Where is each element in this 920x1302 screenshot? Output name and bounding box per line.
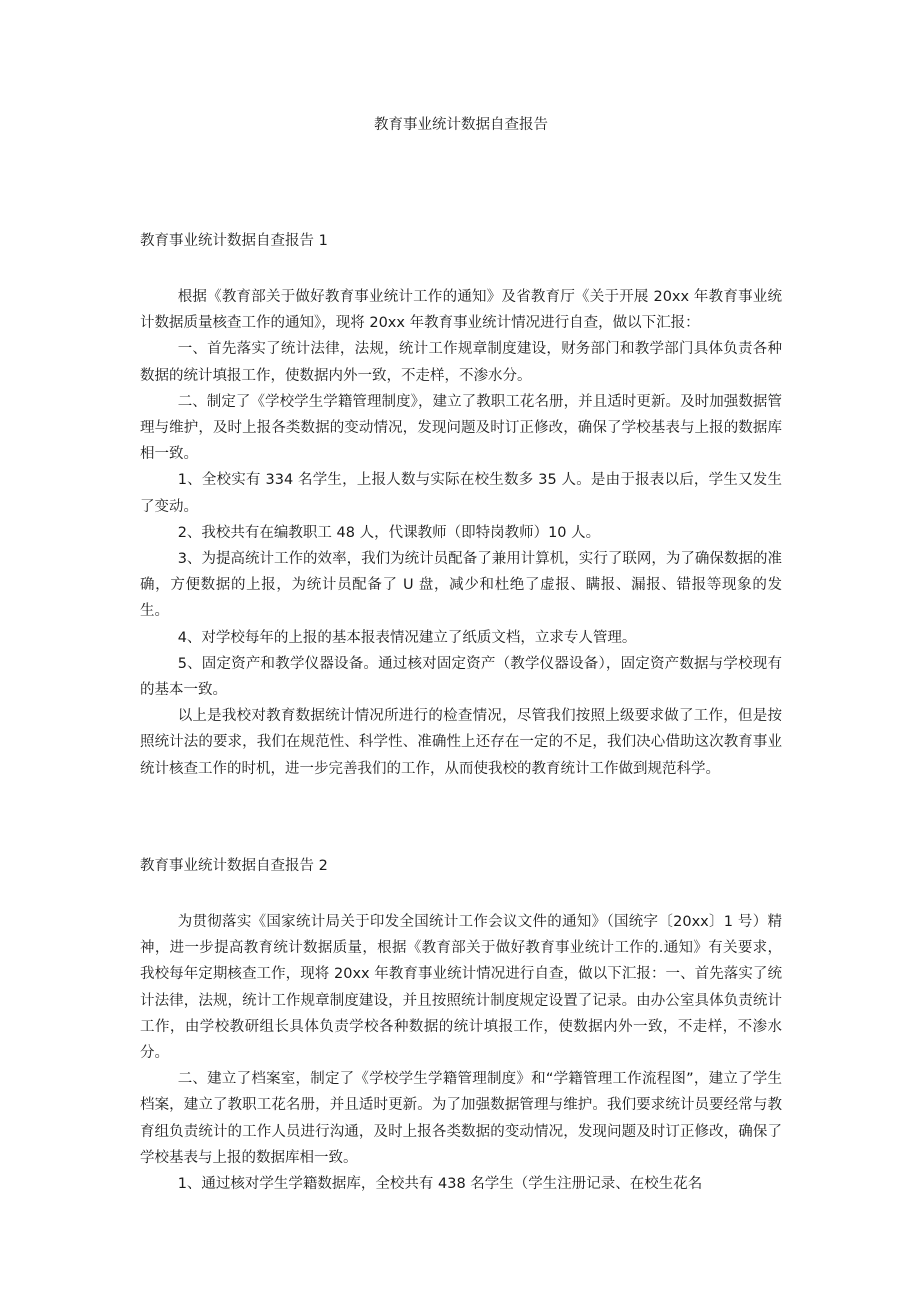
section-2-paragraph-3: 1、通过核对学生学籍数据库，全校共有 438 名学生（学生注册记录、在校生花名 [177,1176,703,1193]
section-2-paragraph-1: 为贯彻落实《国家统计局关于印发全国统计工作会议文件的通知》（国统字〔20xx〕1 号）精神，进一步提高教育统计数据质量，根据《教育部关于做好教育事业统计工作的.通知》有关要求，我校每年定期核查工作，现将 20xx 年教育事业统计情况进行自查，做以下汇报：一、首先落实了统计法律，法规，统计工作规章制度建设，并且按照统计制度规定设置了记录。由办公室具体负责统计工作，由学校教研组长具体负责学校各种数据的统计填报工作，使数据内外一致，不走样，不渗水分。 [140,914,782,1062]
section-1-paragraph-5: 2、我校共有在编教职工 48 人，代课教师（即特岗教师）10 人。 [177,524,601,541]
section-2-paragraph-2: 二、建立了档案室，制定了《学校学生学籍管理制度》和“学籍管理工作流程图”，建立了学生档案，建立了教职工花名册，并且适时更新。为了加强数据管理与维护。我们要求统计员要经常与教育组负责统计的工作人员进行沟通，及时上报各类数据的变动情况，发现问题及时订正修改，确保了学校基表与上报的数据库相一致。 [140,1071,782,1166]
section-1-paragraph-9: 以上是我校对教育数据统计情况所进行的检查情况，尽管我们按照上级要求做了工作，但是按照统计法的要求，我们在规范性、科学性、准确性上还存在一定的不足，我们决心借助这次教育事业统计核查工作的时机，进一步完善我们的工作，从而使我校的教育统计工作做到规范科学。 [140,708,782,777]
section-2-heading: 教育事业统计数据自查报告 2 [140,858,328,874]
section-1-paragraph-2: 一、首先落实了统计法律，法规，统计工作规章制度建设，财务部门和教学部门具体负责各种数据的统计填报工作，使数据内外一致，不走样，不渗水分。 [140,341,782,384]
section-1-paragraph-7: 4、对学校每年的上报的基本报表情况建立了纸质文档，立求专人管理。 [177,629,637,646]
section-1-paragraph-1: 根据《教育部关于做好教育事业统计工作的通知》及省教育厅《关于开展 20xx 年教育事业统计数据质量核查工作的通知》，现将 20xx 年教育事业统计情况进行自查，做以下汇报： [140,289,782,332]
section-1-paragraph-6: 3、为提高统计工作的效率，我们为统计员配备了兼用计算机，实行了联网，为了确保数据的准确，方便数据的上报，为统计员配备了 U 盘，减少和杜绝了虚报、瞒报、漏报、错报等现象的发生。 [140,551,782,620]
section-1-paragraph-3: 二、制定了《学校学生学籍管理制度》，建立了教职工花名册，并且适时更新。及时加强数据管理与维护，及时上报各类数据的变动情况，发现问题及时订正修改，确保了学校基表与上报的数据库相一致。 [140,393,782,463]
section-1-heading: 教育事业统计数据自查报告 1 [140,233,328,249]
section-1-paragraph-4: 1、全校实有 334 名学生，上报人数与实际在校生数多 35 人。是由于报表以后，学生又发生了变动。 [140,472,782,515]
section-2-body [140,909,782,1197]
section-1-body [140,284,782,782]
section-1-paragraph-8: 5、固定资产和教学仪器设备。通过核对固定资产（教学仪器设备），固定资产数据与学校现有的基本一致。 [140,655,782,699]
document-title: 教育事业统计数据自查报告 [374,117,548,133]
